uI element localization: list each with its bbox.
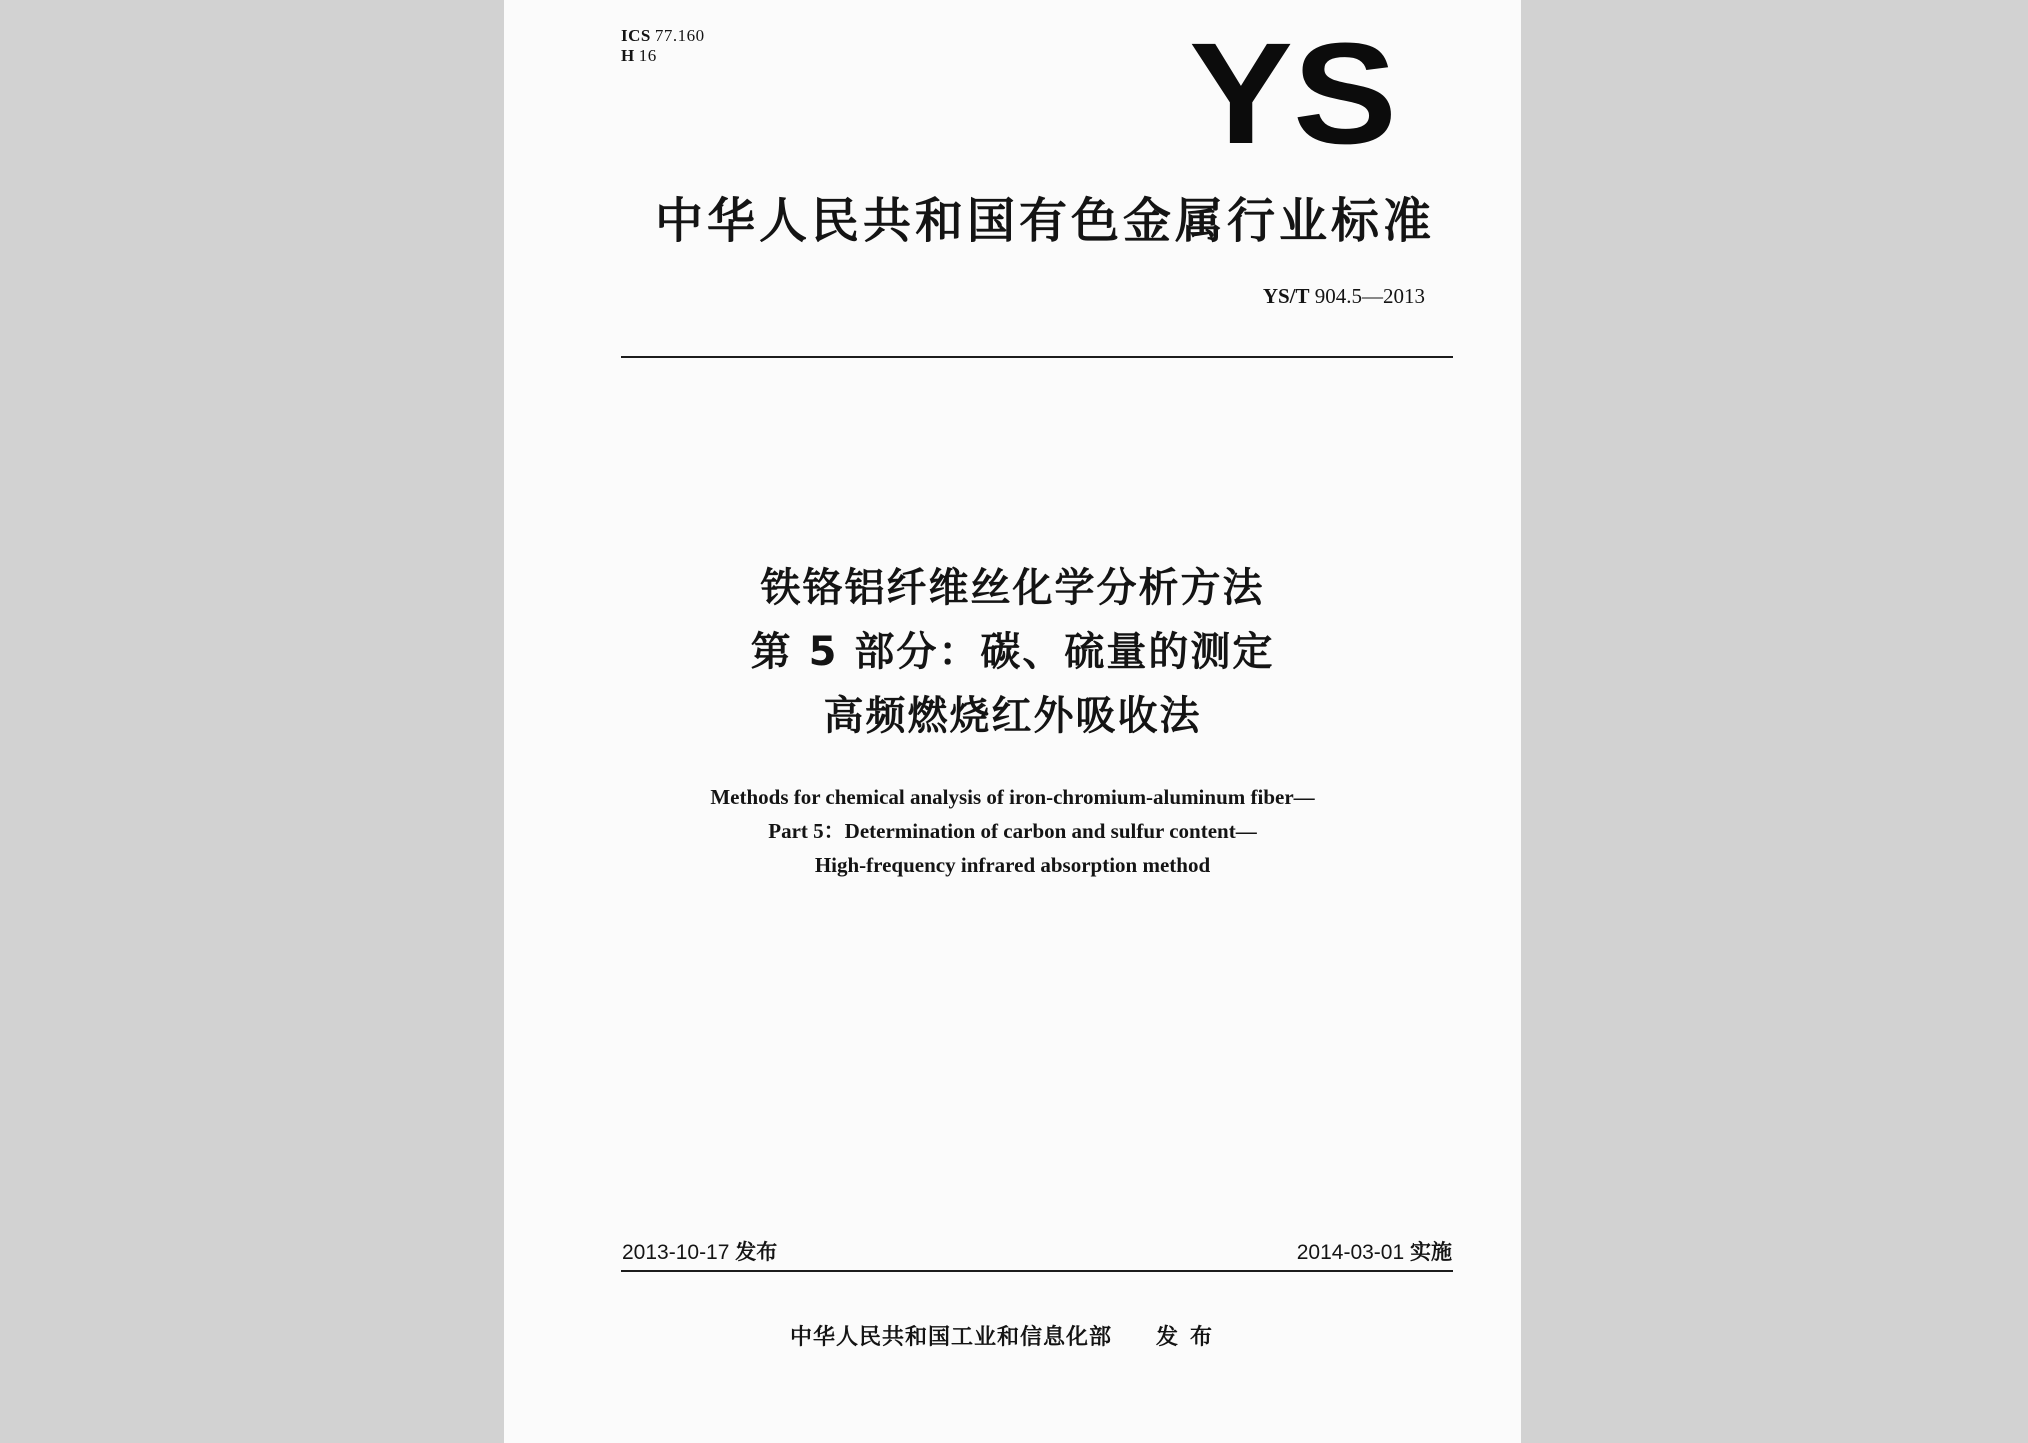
ccs-label: H [621,46,635,65]
chinese-title [504,556,1521,748]
classification-codes [621,26,705,66]
chinese-title-line-1: 铁铬铝纤维丝化学分析方法 [760,565,1265,611]
publisher-name: 中华人民共和国工业和信息化部 [790,1325,1113,1350]
document-page [504,0,1521,1443]
implementation-date-word: 实施 [1410,1240,1452,1264]
footer-divider [621,1270,1453,1272]
ics-label: ICS [621,26,651,45]
ccs-value: 16 [638,46,657,65]
issue-date-value: 2013-10-17 [622,1241,730,1264]
standard-number [1263,284,1425,309]
publisher-action: 发布 [1156,1325,1225,1350]
standard-prefix: YS/T [1262,284,1310,308]
standard-number-value: 904.5—2013 [1314,284,1425,308]
issue-date [622,1236,777,1266]
publisher [790,1320,1224,1351]
english-title-line-2: Part 5：Determination of carbon and sulfur content— [768,819,1257,843]
implementation-date [1297,1236,1452,1266]
header-divider [621,356,1453,358]
chinese-title-line-2: 第 5 部分：碳、硫量的测定 [750,629,1275,675]
ics-code [621,26,705,46]
issue-date-word: 发布 [735,1240,778,1264]
org-title: 中华人民共和国有色金属行业标准 [654,193,1435,249]
ccs-code [621,46,705,66]
english-title [504,780,1521,882]
logo-text: YS [1189,31,1397,146]
chinese-title-line-3: 高频燃烧红外吸收法 [823,693,1202,739]
implementation-date-value: 2014-03-01 [1296,1241,1405,1264]
english-title-line-3: High-frequency infrared absorption method [814,853,1211,877]
english-title-line-1: Methods for chemical analysis of iron-chromium-aluminum fiber— [710,785,1315,809]
ys-logo [1189,31,1399,146]
ics-value: 77.160 [654,26,705,45]
